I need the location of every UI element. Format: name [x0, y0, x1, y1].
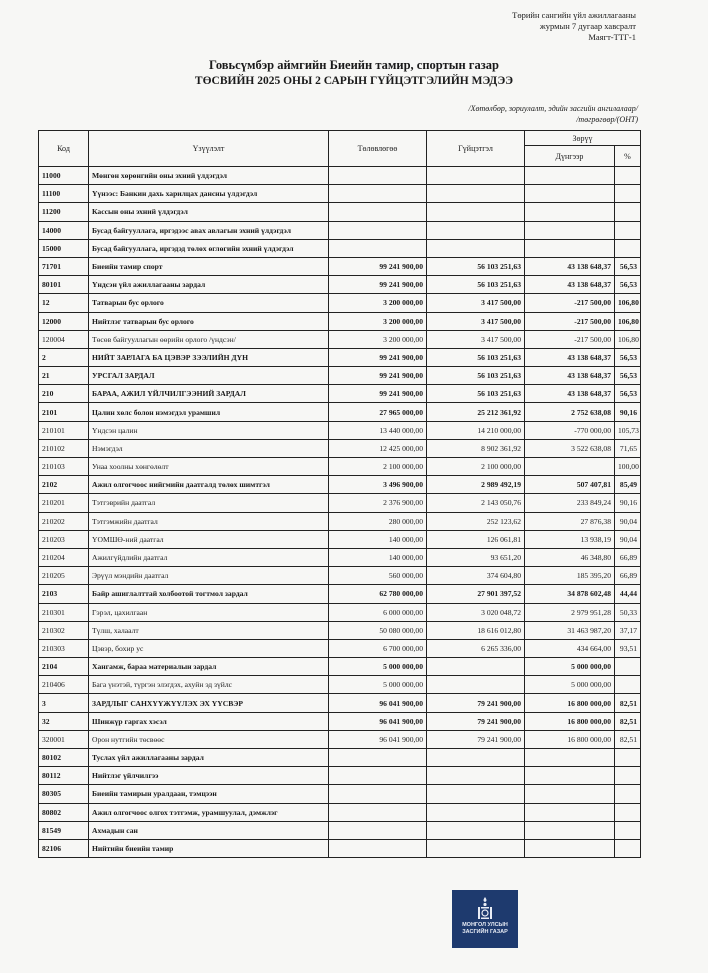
column-header-code: Код — [39, 131, 89, 167]
row-actual-cell: 27 901 397,52 — [427, 585, 525, 603]
row-percent-cell: 82,51 — [615, 694, 641, 712]
row-difference-cell — [525, 803, 615, 821]
row-actual-cell: 79 241 900,00 — [427, 730, 525, 748]
row-percent-cell: 37,17 — [615, 621, 641, 639]
row-percent-cell — [615, 749, 641, 767]
row-actual-cell: 252 123,62 — [427, 512, 525, 530]
government-logo — [452, 890, 518, 948]
row-percent-cell: 90,04 — [615, 512, 641, 530]
row-plan-cell — [329, 221, 427, 239]
row-code-cell: 210406 — [39, 676, 89, 694]
table-row — [39, 712, 641, 730]
row-indicator-cell: Үүнээс: Банкин дахь харилцах дансны үлдэгдэл — [89, 185, 329, 203]
row-difference-cell — [525, 767, 615, 785]
row-code-cell: 15000 — [39, 239, 89, 257]
row-percent-cell — [615, 839, 641, 857]
row-code-cell: 210204 — [39, 548, 89, 566]
row-plan-cell: 280 000,00 — [329, 512, 427, 530]
row-code-cell: 2103 — [39, 585, 89, 603]
row-actual-cell: 3 417 500,00 — [427, 312, 525, 330]
row-percent-cell: 44,44 — [615, 585, 641, 603]
row-difference-cell: 43 138 648,37 — [525, 348, 615, 366]
row-actual-cell — [427, 239, 525, 257]
form-note-line1: Төрийн сангийн үйл ажиллагааны — [512, 10, 636, 20]
row-difference-cell — [525, 239, 615, 257]
row-difference-cell — [525, 785, 615, 803]
row-indicator-cell: Нийтлэг татварын бус орлого — [89, 312, 329, 330]
row-percent-cell: 106,80 — [615, 312, 641, 330]
row-plan-cell: 99 241 900,00 — [329, 348, 427, 366]
row-percent-cell: 90,16 — [615, 403, 641, 421]
row-indicator-cell: Гэрэл, цахилгаан — [89, 603, 329, 621]
row-plan-cell: 99 241 900,00 — [329, 367, 427, 385]
row-difference-cell: 13 938,19 — [525, 530, 615, 548]
row-code-cell: 81549 — [39, 821, 89, 839]
row-code-cell: 80305 — [39, 785, 89, 803]
table-row — [39, 548, 641, 566]
row-plan-cell: 99 241 900,00 — [329, 257, 427, 275]
table-row — [39, 676, 641, 694]
row-code-cell: 11000 — [39, 167, 89, 185]
row-plan-cell: 6 000 000,00 — [329, 603, 427, 621]
form-reference-note — [436, 10, 636, 43]
row-plan-cell: 3 200 000,00 — [329, 294, 427, 312]
row-indicator-cell: Бусад байгууллага, иргэдэд төлөх өглөгийн эхний үлдэгдэл — [89, 239, 329, 257]
row-actual-cell — [427, 767, 525, 785]
row-difference-cell: 185 395,20 — [525, 567, 615, 585]
row-indicator-cell: ЗАРДЛЫГ САНХҮҮЖҮҮЛЭХ ЭХ ҮҮСВЭР — [89, 694, 329, 712]
row-difference-cell: 233 849,24 — [525, 494, 615, 512]
row-difference-cell: 34 878 602,48 — [525, 585, 615, 603]
row-percent-cell: 56,53 — [615, 348, 641, 366]
logo-text-line2: ЗАСГИЙН ГАЗАР — [462, 929, 508, 935]
row-actual-cell: 56 103 251,63 — [427, 348, 525, 366]
row-difference-cell: 46 348,80 — [525, 548, 615, 566]
row-actual-cell: 14 210 000,00 — [427, 421, 525, 439]
row-actual-cell: 25 212 361,92 — [427, 403, 525, 421]
organization-title: Говьсүмбэр аймгийн Биеийн тамир, спортын газар — [209, 58, 499, 72]
row-actual-cell: 3 417 500,00 — [427, 330, 525, 348]
row-percent-cell — [615, 658, 641, 676]
row-indicator-cell: Бага үнэтэй, түргэн элэгдэх, ахуйн эд зүйлс — [89, 676, 329, 694]
row-code-cell: 21 — [39, 367, 89, 385]
row-percent-cell — [615, 185, 641, 203]
table-row — [39, 658, 641, 676]
row-plan-cell — [329, 785, 427, 803]
row-actual-cell: 79 241 900,00 — [427, 694, 525, 712]
row-indicator-cell: Тэтгэмжийн даатгал — [89, 512, 329, 530]
row-difference-cell — [525, 821, 615, 839]
table-row — [39, 567, 641, 585]
row-percent-cell: 56,53 — [615, 276, 641, 294]
table-row — [39, 276, 641, 294]
row-percent-cell — [615, 221, 641, 239]
row-indicator-cell: ҮОМШӨ-ний даатгал — [89, 530, 329, 548]
row-code-cell: 210202 — [39, 512, 89, 530]
row-difference-cell: -217 500,00 — [525, 312, 615, 330]
row-code-cell: 71701 — [39, 257, 89, 275]
table-row — [39, 239, 641, 257]
row-code-cell: 80101 — [39, 276, 89, 294]
logo-text-line1: МОНГОЛ УЛСЫН — [462, 922, 508, 928]
row-plan-cell: 5 000 000,00 — [329, 658, 427, 676]
row-difference-cell: 16 800 000,00 — [525, 712, 615, 730]
table-row — [39, 476, 641, 494]
row-plan-cell: 13 440 000,00 — [329, 421, 427, 439]
row-difference-cell: 5 000 000,00 — [525, 676, 615, 694]
row-difference-cell: 31 463 987,20 — [525, 621, 615, 639]
column-header-plan: Төлөвлөгөө — [329, 131, 427, 167]
row-actual-cell: 79 241 900,00 — [427, 712, 525, 730]
column-header-indicator: Үзүүлэлт — [89, 131, 329, 167]
row-indicator-cell: Төсөв байгууллагын өөрийн орлого /үндсэн/ — [89, 330, 329, 348]
row-code-cell: 210301 — [39, 603, 89, 621]
row-actual-cell — [427, 839, 525, 857]
row-indicator-cell: Нийтлэг үйлчилгээ — [89, 767, 329, 785]
row-actual-cell: 3 417 500,00 — [427, 294, 525, 312]
row-code-cell: 82106 — [39, 839, 89, 857]
row-actual-cell: 93 651,20 — [427, 548, 525, 566]
row-plan-cell: 27 965 000,00 — [329, 403, 427, 421]
table-row — [39, 294, 641, 312]
row-plan-cell — [329, 803, 427, 821]
row-plan-cell: 99 241 900,00 — [329, 276, 427, 294]
row-actual-cell: 2 143 050,76 — [427, 494, 525, 512]
row-code-cell: 80112 — [39, 767, 89, 785]
row-indicator-cell: БАРАА, АЖИЛ ҮЙЛЧИЛГЭЭНИЙ ЗАРДАЛ — [89, 385, 329, 403]
row-indicator-cell: Ахмадын сан — [89, 821, 329, 839]
row-plan-cell: 140 000,00 — [329, 548, 427, 566]
row-plan-cell — [329, 203, 427, 221]
row-code-cell: 2 — [39, 348, 89, 366]
row-difference-cell — [525, 749, 615, 767]
table-row — [39, 512, 641, 530]
row-indicator-cell: Эрүүл мэндийн даатгал — [89, 567, 329, 585]
row-code-cell: 11200 — [39, 203, 89, 221]
row-plan-cell — [329, 821, 427, 839]
row-actual-cell: 3 020 048,72 — [427, 603, 525, 621]
row-code-cell: 120004 — [39, 330, 89, 348]
row-difference-cell — [525, 185, 615, 203]
row-actual-cell — [427, 203, 525, 221]
row-actual-cell — [427, 803, 525, 821]
row-plan-cell — [329, 767, 427, 785]
row-difference-cell: 43 138 648,37 — [525, 257, 615, 275]
row-percent-cell: 82,51 — [615, 730, 641, 748]
row-actual-cell — [427, 785, 525, 803]
table-row — [39, 312, 641, 330]
row-indicator-cell: УРСГАЛ ЗАРДАЛ — [89, 367, 329, 385]
table-row — [39, 639, 641, 657]
row-indicator-cell: Ажилгүйдлийн даатгал — [89, 548, 329, 566]
row-actual-cell — [427, 821, 525, 839]
row-code-cell: 2102 — [39, 476, 89, 494]
row-indicator-cell: Тэтгэврийн даатгал — [89, 494, 329, 512]
table-row — [39, 403, 641, 421]
table-row — [39, 385, 641, 403]
column-header-difference-percent: % — [615, 146, 641, 167]
row-percent-cell — [615, 203, 641, 221]
row-indicator-cell: Түлш, халаалт — [89, 621, 329, 639]
row-code-cell: 80802 — [39, 803, 89, 821]
row-indicator-cell: Ажил олгогчоос олгох тэтгэмж, урамшуулал, дэмжлэг — [89, 803, 329, 821]
unit-note-line1: /Хөтөлбөр, зориулалт, эдийн засгийн ангилалаар/ — [468, 104, 638, 113]
table-row — [39, 458, 641, 476]
table-row — [39, 821, 641, 839]
row-code-cell: 3 — [39, 694, 89, 712]
row-plan-cell: 3 200 000,00 — [329, 330, 427, 348]
row-code-cell: 12 — [39, 294, 89, 312]
table-row — [39, 749, 641, 767]
row-indicator-cell: Орон нутгийн төсвөөс — [89, 730, 329, 748]
row-indicator-cell: Ажил олгогчоос нийгмийн даатгалд төлөх шимтгэл — [89, 476, 329, 494]
row-plan-cell — [329, 749, 427, 767]
table-row — [39, 621, 641, 639]
row-difference-cell: 3 522 638,08 — [525, 439, 615, 457]
row-indicator-cell: Хангамж, бараа материалын зардал — [89, 658, 329, 676]
column-header-difference: Зөрүү — [525, 131, 641, 146]
row-percent-cell: 106,80 — [615, 330, 641, 348]
table-row — [39, 203, 641, 221]
row-difference-cell — [525, 221, 615, 239]
table-row — [39, 185, 641, 203]
row-difference-cell: 43 138 648,37 — [525, 367, 615, 385]
row-indicator-cell: Туслах үйл ажиллагааны зардал — [89, 749, 329, 767]
budget-table — [38, 130, 641, 858]
row-plan-cell: 96 041 900,00 — [329, 694, 427, 712]
row-actual-cell: 56 103 251,63 — [427, 257, 525, 275]
row-code-cell: 210103 — [39, 458, 89, 476]
row-difference-cell: 43 138 648,37 — [525, 276, 615, 294]
row-difference-cell: 2 979 951,28 — [525, 603, 615, 621]
row-actual-cell — [427, 167, 525, 185]
row-plan-cell: 99 241 900,00 — [329, 385, 427, 403]
row-indicator-cell: Цалин хөлс болон нэмэгдэл урамшил — [89, 403, 329, 421]
budget-table-body — [39, 167, 641, 858]
row-difference-cell: 16 800 000,00 — [525, 694, 615, 712]
report-title: ТӨСВИЙН 2025 ОНЫ 2 САРЫН ГҮЙЦЭТГЭЛИЙН МЭДЭЭ — [194, 75, 514, 87]
row-indicator-cell: Нийтийн биеийн тамир — [89, 839, 329, 857]
row-difference-cell: -217 500,00 — [525, 294, 615, 312]
row-difference-cell: 43 138 648,37 — [525, 385, 615, 403]
row-plan-cell: 6 700 000,00 — [329, 639, 427, 657]
row-percent-cell — [615, 239, 641, 257]
table-row — [39, 367, 641, 385]
row-code-cell: 11100 — [39, 185, 89, 203]
row-percent-cell: 93,51 — [615, 639, 641, 657]
row-actual-cell: 6 265 336,00 — [427, 639, 525, 657]
soyombo-emblem-icon — [477, 896, 493, 920]
row-plan-cell: 5 000 000,00 — [329, 676, 427, 694]
row-difference-cell: 27 876,38 — [525, 512, 615, 530]
row-plan-cell: 140 000,00 — [329, 530, 427, 548]
row-plan-cell: 560 000,00 — [329, 567, 427, 585]
table-row — [39, 494, 641, 512]
row-percent-cell: 56,53 — [615, 385, 641, 403]
row-percent-cell: 56,53 — [615, 257, 641, 275]
row-actual-cell: 8 902 361,92 — [427, 439, 525, 457]
row-indicator-cell: Мөнгөн хөрөнгийн оны эхний үлдэгдэл — [89, 167, 329, 185]
row-code-cell: 80102 — [39, 749, 89, 767]
table-row — [39, 439, 641, 457]
row-actual-cell: 56 103 251,63 — [427, 385, 525, 403]
row-percent-cell: 71,65 — [615, 439, 641, 457]
row-indicator-cell: Шинжүр гаргах хэсэл — [89, 712, 329, 730]
row-plan-cell: 3 496 900,00 — [329, 476, 427, 494]
table-row — [39, 257, 641, 275]
row-actual-cell: 2 100 000,00 — [427, 458, 525, 476]
table-row — [39, 694, 641, 712]
row-code-cell: 210102 — [39, 439, 89, 457]
row-actual-cell: 56 103 251,63 — [427, 276, 525, 294]
table-row — [39, 839, 641, 857]
table-row — [39, 585, 641, 603]
row-code-cell: 210201 — [39, 494, 89, 512]
row-actual-cell: 18 616 012,80 — [427, 621, 525, 639]
row-plan-cell: 3 200 000,00 — [329, 312, 427, 330]
row-difference-cell: 434 664,00 — [525, 639, 615, 657]
row-difference-cell: -770 000,00 — [525, 421, 615, 439]
column-header-actual: Гүйцэтгэл — [427, 131, 525, 167]
row-code-cell: 210302 — [39, 621, 89, 639]
row-code-cell: 210101 — [39, 421, 89, 439]
row-percent-cell — [615, 821, 641, 839]
row-plan-cell — [329, 167, 427, 185]
row-indicator-cell: Биеийн тамирын уралдаан, тэмцээн — [89, 785, 329, 803]
table-row — [39, 530, 641, 548]
row-plan-cell: 96 041 900,00 — [329, 730, 427, 748]
row-difference-cell: 16 800 000,00 — [525, 730, 615, 748]
row-plan-cell: 2 100 000,00 — [329, 458, 427, 476]
row-plan-cell: 50 080 000,00 — [329, 621, 427, 639]
row-actual-cell — [427, 749, 525, 767]
row-percent-cell: 85,49 — [615, 476, 641, 494]
row-plan-cell — [329, 839, 427, 857]
row-indicator-cell: Үндсэн цалин — [89, 421, 329, 439]
row-actual-cell — [427, 676, 525, 694]
row-code-cell: 12000 — [39, 312, 89, 330]
row-percent-cell — [615, 767, 641, 785]
row-indicator-cell: Унаа хоолны хөнгөлөлт — [89, 458, 329, 476]
column-header-difference-amount: Дүнгээр — [525, 146, 615, 167]
unit-note-line2: /төгрөгөөр/(ОНТ) — [576, 115, 638, 124]
row-percent-cell — [615, 803, 641, 821]
table-row — [39, 730, 641, 748]
row-difference-cell — [525, 839, 615, 857]
row-percent-cell: 56,53 — [615, 367, 641, 385]
row-percent-cell: 100,00 — [615, 458, 641, 476]
row-percent-cell: 105,73 — [615, 421, 641, 439]
row-percent-cell — [615, 785, 641, 803]
row-code-cell: 210203 — [39, 530, 89, 548]
row-difference-cell: -217 500,00 — [525, 330, 615, 348]
row-plan-cell: 2 376 900,00 — [329, 494, 427, 512]
row-percent-cell: 50,33 — [615, 603, 641, 621]
row-indicator-cell: Кассын оны эхний үлдэгдэл — [89, 203, 329, 221]
row-plan-cell — [329, 239, 427, 257]
row-code-cell: 210303 — [39, 639, 89, 657]
row-percent-cell: 66,89 — [615, 567, 641, 585]
row-percent-cell: 90,16 — [615, 494, 641, 512]
row-code-cell: 2101 — [39, 403, 89, 421]
table-row — [39, 330, 641, 348]
form-note-line3: Маягт-ТТГ-1 — [588, 32, 636, 42]
row-indicator-cell: Биеийн тамир спорт — [89, 257, 329, 275]
row-plan-cell: 12 425 000,00 — [329, 439, 427, 457]
row-indicator-cell: Татварын бус орлого — [89, 294, 329, 312]
unit-note — [468, 103, 638, 125]
row-indicator-cell: Үндсэн үйл ажиллагааны зардал — [89, 276, 329, 294]
table-row — [39, 767, 641, 785]
table-row — [39, 421, 641, 439]
row-actual-cell: 374 604,80 — [427, 567, 525, 585]
row-code-cell: 2104 — [39, 658, 89, 676]
row-percent-cell — [615, 676, 641, 694]
row-code-cell: 32 — [39, 712, 89, 730]
table-row — [39, 167, 641, 185]
table-row — [39, 803, 641, 821]
row-actual-cell — [427, 658, 525, 676]
row-actual-cell — [427, 221, 525, 239]
row-indicator-cell: Цэвэр, бохир ус — [89, 639, 329, 657]
row-percent-cell: 66,89 — [615, 548, 641, 566]
row-difference-cell: 507 407,81 — [525, 476, 615, 494]
form-note-line2: журмын 7 дугаар хавсралт — [539, 21, 636, 31]
row-actual-cell: 56 103 251,63 — [427, 367, 525, 385]
row-percent-cell: 90,04 — [615, 530, 641, 548]
row-indicator-cell: Бусад байгууллага, иргэдээс авах авлагын эхний үлдэгдэл — [89, 221, 329, 239]
row-percent-cell: 106,80 — [615, 294, 641, 312]
table-row — [39, 221, 641, 239]
row-actual-cell — [427, 185, 525, 203]
row-code-cell: 210 — [39, 385, 89, 403]
row-indicator-cell: Байр ашиглалттай холбоотой тогтмол зардал — [89, 585, 329, 603]
row-difference-cell: 5 000 000,00 — [525, 658, 615, 676]
row-percent-cell — [615, 167, 641, 185]
row-difference-cell — [525, 203, 615, 221]
row-code-cell: 14000 — [39, 221, 89, 239]
row-plan-cell: 96 041 900,00 — [329, 712, 427, 730]
row-actual-cell: 2 989 492,19 — [427, 476, 525, 494]
table-row — [39, 348, 641, 366]
row-code-cell: 320001 — [39, 730, 89, 748]
row-difference-cell — [525, 458, 615, 476]
row-difference-cell — [525, 167, 615, 185]
row-percent-cell: 82,51 — [615, 712, 641, 730]
row-difference-cell: 2 752 638,08 — [525, 403, 615, 421]
row-indicator-cell: НИЙТ ЗАРЛАГА БА ЦЭВЭР ЗЭЭЛИЙН ДҮН — [89, 348, 329, 366]
row-indicator-cell: Нэмэгдэл — [89, 439, 329, 457]
table-row — [39, 785, 641, 803]
row-actual-cell: 126 061,81 — [427, 530, 525, 548]
row-code-cell: 210205 — [39, 567, 89, 585]
row-plan-cell — [329, 185, 427, 203]
table-row — [39, 603, 641, 621]
row-plan-cell: 62 780 000,00 — [329, 585, 427, 603]
